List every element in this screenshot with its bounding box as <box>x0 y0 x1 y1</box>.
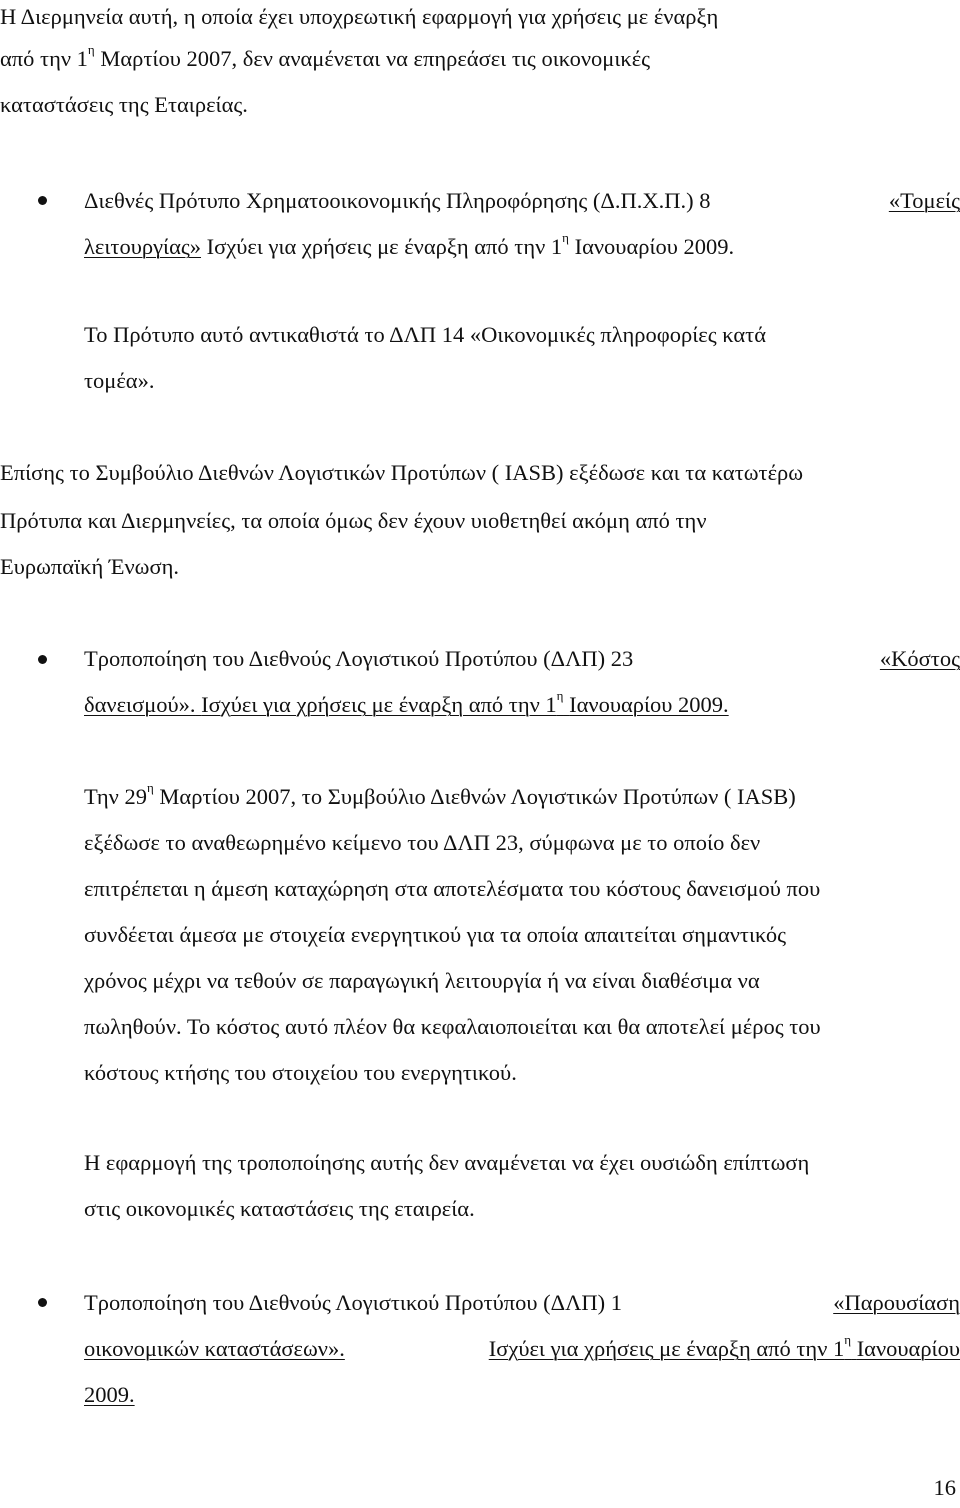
text-line-content: εξέδωσε το αναθεωρημένο κείμενο του ΔΛΠ 23, σύμφωνα με το οποίο δεν <box>84 830 761 855</box>
text-segment-underlined: «Παρουσίαση <box>833 1290 960 1315</box>
text-segment: Ιανουαρίου <box>856 1336 960 1361</box>
text-line <box>84 876 820 902</box>
text-segment: Ιανουαρίου 2009. <box>569 692 729 717</box>
text-line-underlined <box>84 688 729 718</box>
superscript: η <box>562 230 569 245</box>
text-segment-underlined: λειτουργίας» <box>84 234 202 259</box>
text-line-content: Η Διερμηνεία αυτή, η οποία έχει υποχρεωτική εφαρμογή για χρήσεις με έναρξη <box>0 4 719 29</box>
text-line <box>84 922 786 948</box>
bullet-icon <box>38 655 47 664</box>
superscript: η <box>87 42 95 57</box>
text-line-content: 2009. <box>84 1382 135 1407</box>
text-segment: Ισχύει για χρήσεις με έναρξη από την <box>206 234 546 259</box>
text-line <box>84 230 735 260</box>
text-segment: Διεθνές Πρότυπο Χρηματοοικονομικής Πληροφόρησης (Δ.Π.Χ.Π.) 8 <box>84 188 711 213</box>
text-segment: Τροποποίηση του Διεθνούς Λογιστικού Προτύπου (ΔΛΠ) 23 <box>84 646 634 671</box>
text-line <box>84 968 760 994</box>
text-line-content: τομέα». <box>84 368 155 393</box>
text-segment: 1 <box>550 234 563 259</box>
text-segment: από την 1 <box>0 46 88 71</box>
text-line <box>0 92 248 118</box>
text-segment: οικονομικών καταστάσεων». <box>84 1336 345 1361</box>
text-line <box>84 1060 517 1086</box>
text-line-content: καταστάσεις της Εταιρείας. <box>0 92 248 117</box>
text-line-content: επιτρέπεται η άμεση καταχώρηση στα αποτελέσματα του κόστους δανεισμού που <box>84 876 821 901</box>
text-line-content: Το Πρότυπο αυτό αντικαθιστά το ΔΛΠ 14 «Οικονομικές πληροφορίες κατά <box>84 322 766 347</box>
text-line <box>84 188 960 214</box>
text-segment-underlined: «Τομείς <box>888 188 960 213</box>
text-line <box>84 1196 475 1222</box>
text-segment: Τροποποίηση του Διεθνούς Λογιστικού Προτύπου (ΔΛΠ) 1 <box>84 1290 623 1315</box>
text-line-underlined <box>84 1382 135 1408</box>
text-segment: Ισχύει για χρήσεις με έναρξη από την 1 <box>488 1336 845 1361</box>
text-line-content: Η εφαρμογή της τροποποίησης αυτής δεν αναμένεται να έχει ουσιώδη επίπτωση <box>84 1150 810 1175</box>
superscript: η <box>844 1332 852 1347</box>
text-line-content: χρόνος μέχρι να τεθούν σε παραγωγική λειτουργία ή να είναι διαθέσιμα να <box>84 968 760 993</box>
text-line <box>84 1014 821 1040</box>
text-segment: Μαρτίου 2007, το Συμβούλιο Διεθνών Λογιστικών Προτύπων ( IASB) <box>159 784 796 809</box>
text-segment: Ισχύει για χρήσεις με έναρξη από την 1 <box>201 692 557 717</box>
text-segment: Την 29 <box>84 784 147 809</box>
text-segment-underlined: «Κόστος <box>879 646 960 671</box>
text-segment: δανεισμού». <box>84 692 196 717</box>
text-segment: Ιανουαρίου 2009. <box>574 234 735 259</box>
text-line <box>84 322 766 348</box>
text-line <box>0 460 803 486</box>
text-line-content: Ευρωπαϊκή Ένωση. <box>0 554 179 579</box>
text-line-content: στις οικονομικές καταστάσεις της εταιρεία. <box>84 1196 475 1221</box>
superscript: η <box>556 688 564 703</box>
text-line <box>84 1150 809 1176</box>
text-line <box>0 508 707 534</box>
text-line-content: πωληθούν. Το κόστος αυτό πλέον θα κεφαλαιοποιείται και θα αποτελεί μέρος του <box>84 1014 821 1039</box>
text-line <box>84 830 760 856</box>
text-line-content: Πρότυπα και Διερμηνείες, τα οποία όμως δεν έχουν υιοθετηθεί ακόμη από την <box>0 508 707 533</box>
superscript: η <box>146 780 154 795</box>
bullet-icon <box>38 196 47 205</box>
bullet-icon <box>38 1298 47 1307</box>
text-line-content: Επίσης το Συμβούλιο Διεθνών Λογιστικών Προτύπων ( IASB) εξέδωσε και τα κατωτέρω <box>0 460 804 485</box>
text-line <box>0 4 960 30</box>
text-line <box>84 646 960 672</box>
text-line-underlined <box>84 1332 960 1362</box>
text-segment: Μαρτίου 2007, δεν αναμένεται να επηρεάσει τις οικονομικές <box>100 46 651 71</box>
text-line <box>84 368 154 394</box>
text-line <box>0 554 179 580</box>
page-number: 16 <box>933 1475 956 1500</box>
text-line <box>84 780 796 810</box>
text-line-content: συνδέεται άμεσα με στοιχεία ενεργητικού για τα οποία απαιτείται σημαντικός <box>84 922 787 947</box>
text-line <box>84 1290 960 1316</box>
text-line <box>0 42 960 72</box>
text-line-content: κόστους κτήσης του στοιχείου του ενεργητικού. <box>84 1060 517 1085</box>
